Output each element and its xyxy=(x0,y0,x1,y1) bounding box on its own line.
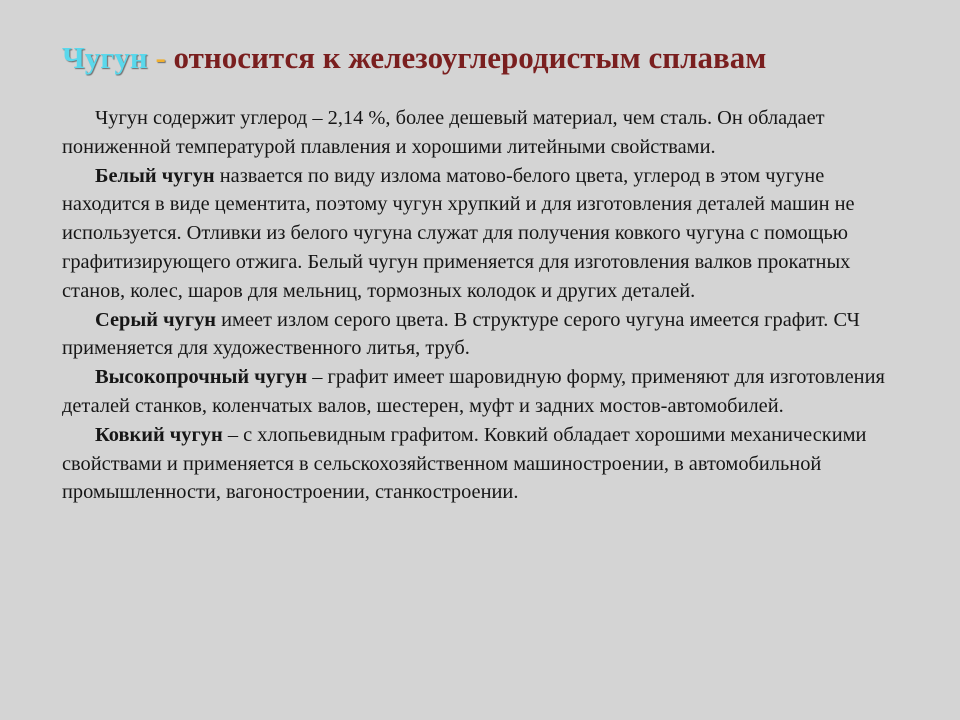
paragraph-ductile-cast-iron xyxy=(62,363,898,421)
paragraph-intro-text: Чугун содержит углерод – 2,14 %, более дешевый материал, чем сталь. Он обладает пониженной температурой плавления и хорошими литейными свойствами. xyxy=(62,107,825,158)
paragraph-malleable-cast-iron xyxy=(62,421,898,507)
slide-body xyxy=(62,104,898,507)
title-term: Чугун xyxy=(62,40,148,75)
paragraph-white-cast-iron xyxy=(62,162,898,306)
paragraph-ductile-cast-iron-term: Высокопрочный чугун xyxy=(95,366,308,389)
paragraph-white-cast-iron-term: Белый чугун xyxy=(95,164,215,187)
paragraph-gray-cast-iron xyxy=(62,306,898,364)
paragraph-intro xyxy=(62,104,898,162)
title-dash: - xyxy=(147,40,174,75)
paragraph-gray-cast-iron-text: имеет излом серого цвета. В структуре серого чугуна имеется графит. СЧ применяется для художественного литья, труб. xyxy=(62,308,860,360)
paragraph-white-cast-iron-text: назвается по виду излома матово-белого цвета, углерод в этом чугуне находится в виде цементита, поэтому чугун хрупкий и для изготовления деталей машин не используется. Отливки из белого чугуна служат для получения ковкого чугуна с помощью графитизирующего отжига. Белый чугун применяется для изготовления валков прокатных станов, колес, шаров для мельниц, тормозных колодок и других деталей. xyxy=(62,164,855,302)
slide-title xyxy=(62,38,942,78)
paragraph-ductile-cast-iron-text: – графит имеет шаровидную форму, применяют для изготовления деталей станков, коленчатых валов, шестерен, муфт и задних мостов-автомобилей. xyxy=(62,366,885,417)
title-rest: относится к железоуглеродистым сплавам xyxy=(173,40,767,75)
paragraph-malleable-cast-iron-text: – с хлопьевидным графитом. Ковкий обладает хорошими механическими свойствами и применяется в сельскохозяйственном машиностроении, в автомобильной промышленности, вагоностроении, станкостроении. xyxy=(62,423,867,504)
paragraph-malleable-cast-iron-term: Ковкий чугун xyxy=(95,423,223,446)
paragraph-gray-cast-iron-term: Серый чугун xyxy=(95,308,217,331)
